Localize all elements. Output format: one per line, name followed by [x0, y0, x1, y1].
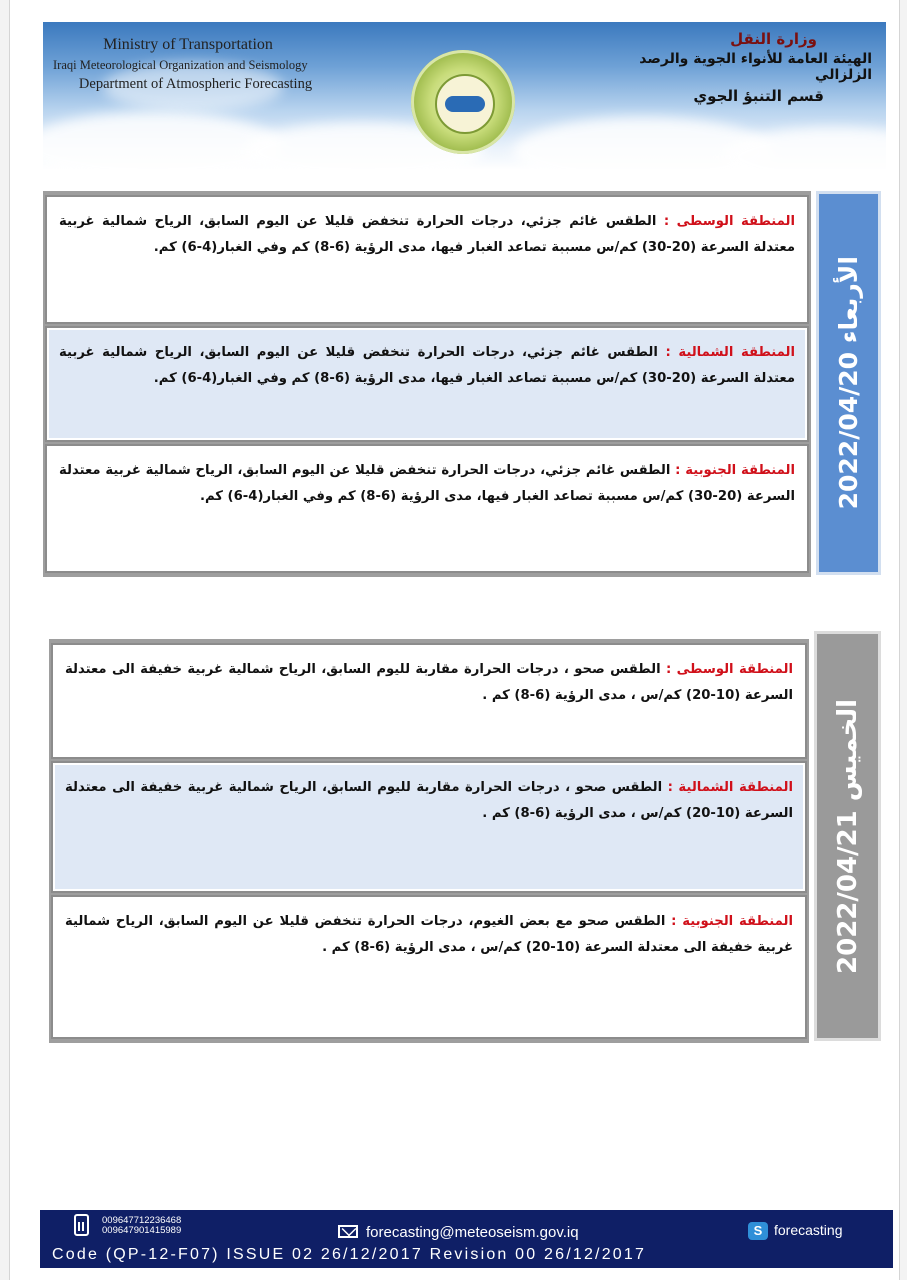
skype-handle[interactable]: forecasting — [774, 1222, 843, 1238]
regions-frame — [43, 191, 811, 577]
day-forecast-1 — [43, 191, 881, 577]
region-name: المنطقة الوسطى : — [663, 214, 795, 229]
region-central — [47, 197, 807, 322]
day-forecast-2 — [49, 631, 881, 1043]
region-text: الطقس غائم جزئي، درجات الحرارة تنخفض قليلا عن اليوم السابق، الرياح شمالية غربية معتدلة السرعة (20-30) كم/س مسببة تصاعد الغبار فيها، مدى الرؤية (6-8) كم وفي الغبار(4-6) كم. — [59, 463, 795, 504]
logo-emblem — [411, 50, 515, 154]
regions-frame — [49, 639, 809, 1043]
region-north — [53, 763, 805, 891]
region-north — [47, 328, 807, 440]
region-name: المنطقة الشمالية : — [665, 345, 795, 360]
date-column — [816, 191, 881, 575]
organization-name-en: Iraqi Meteorological Organization and Seismology — [53, 58, 308, 72]
region-south — [53, 897, 805, 1037]
document-code: Code (QP-12-F07) ISSUE 02 26/12/2017 Revision 00 26/12/2017 — [52, 1246, 647, 1263]
email-contact[interactable] — [338, 1224, 579, 1241]
mail-icon — [338, 1225, 358, 1238]
email-address[interactable]: forecasting@meteoseism.gov.iq — [366, 1224, 579, 1241]
skype-contact[interactable] — [748, 1222, 842, 1240]
region-south — [47, 446, 807, 571]
header-arabic — [592, 30, 872, 105]
header-english — [53, 36, 353, 93]
region-name: المنطقة الوسطى : — [666, 662, 793, 677]
region-text: الطقس صحو ، درجات الحرارة مقاربة لليوم السابق، الرياح شمالية غربية خفيفة الى معتدلة السرعة (10-20) كم/س ، مدى الرؤية (6-8) كم . — [65, 780, 793, 821]
region-text: الطقس غائم جزئي، درجات الحرارة تنخفض قليلا عن اليوم السابق، الرياح شمالية غربية معتدلة السرعة (20-30) كم/س مسببة تصاعد الغبار فيها، مدى الرؤية (6-8) كم وفي الغبار(4-6) كم. — [59, 345, 795, 386]
date-column — [814, 631, 881, 1041]
region-central — [53, 645, 805, 757]
phone-numbers — [102, 1216, 181, 1236]
organization-name-ar: الهيئة العامة للأنواء الجوية والرصد الزلزالي — [639, 51, 872, 83]
date-label: الأربعاء 2022/04/20 — [834, 256, 863, 510]
ministry-name-en: Ministry of Transportation — [103, 36, 273, 53]
skype-icon: S — [748, 1222, 768, 1240]
phone-icon — [74, 1214, 89, 1236]
ministry-name-ar: وزارة النقل — [730, 30, 817, 48]
department-name-ar: قسم التنبؤ الجوي — [693, 87, 824, 105]
region-name: المنطقة الشمالية : — [667, 780, 793, 795]
region-text: الطقس صحو ، درجات الحرارة مقاربة لليوم السابق، الرياح شمالية غربية خفيفة الى معتدلة السرعة (10-20) كم/س ، مدى الرؤية (6-8) كم . — [65, 662, 793, 703]
header-banner — [43, 22, 886, 170]
date-label: الخميس 2022/04/21 — [832, 698, 863, 974]
footer — [40, 1210, 893, 1268]
region-text: الطقس صحو مع بعض الغيوم، درجات الحرارة تنخفض قليلا عن اليوم السابق، الرياح شمالية غربية خفيفة الى معتدلة السرعة (10-20) كم/س ، مدى الرؤية (6-8) كم . — [65, 914, 793, 955]
phone-number: 009647712236468 — [102, 1215, 182, 1226]
department-name-en: Department of Atmospheric Forecasting — [78, 76, 313, 92]
region-name: المنطقة الجنوبية : — [671, 914, 793, 929]
region-text: الطقس غائم جزئي، درجات الحرارة تنخفض قليلا عن اليوم السابق، الرياح شمالية غربية معتدلة السرعة (20-30) كم/س مسببة تصاعد الغبار فيها، مدى الرؤية (6-8) كم وفي الغبار(4-6) كم. — [59, 214, 795, 255]
phone-number: 009647901415989 — [102, 1225, 182, 1236]
region-name: المنطقة الجنوبية : — [675, 463, 795, 478]
